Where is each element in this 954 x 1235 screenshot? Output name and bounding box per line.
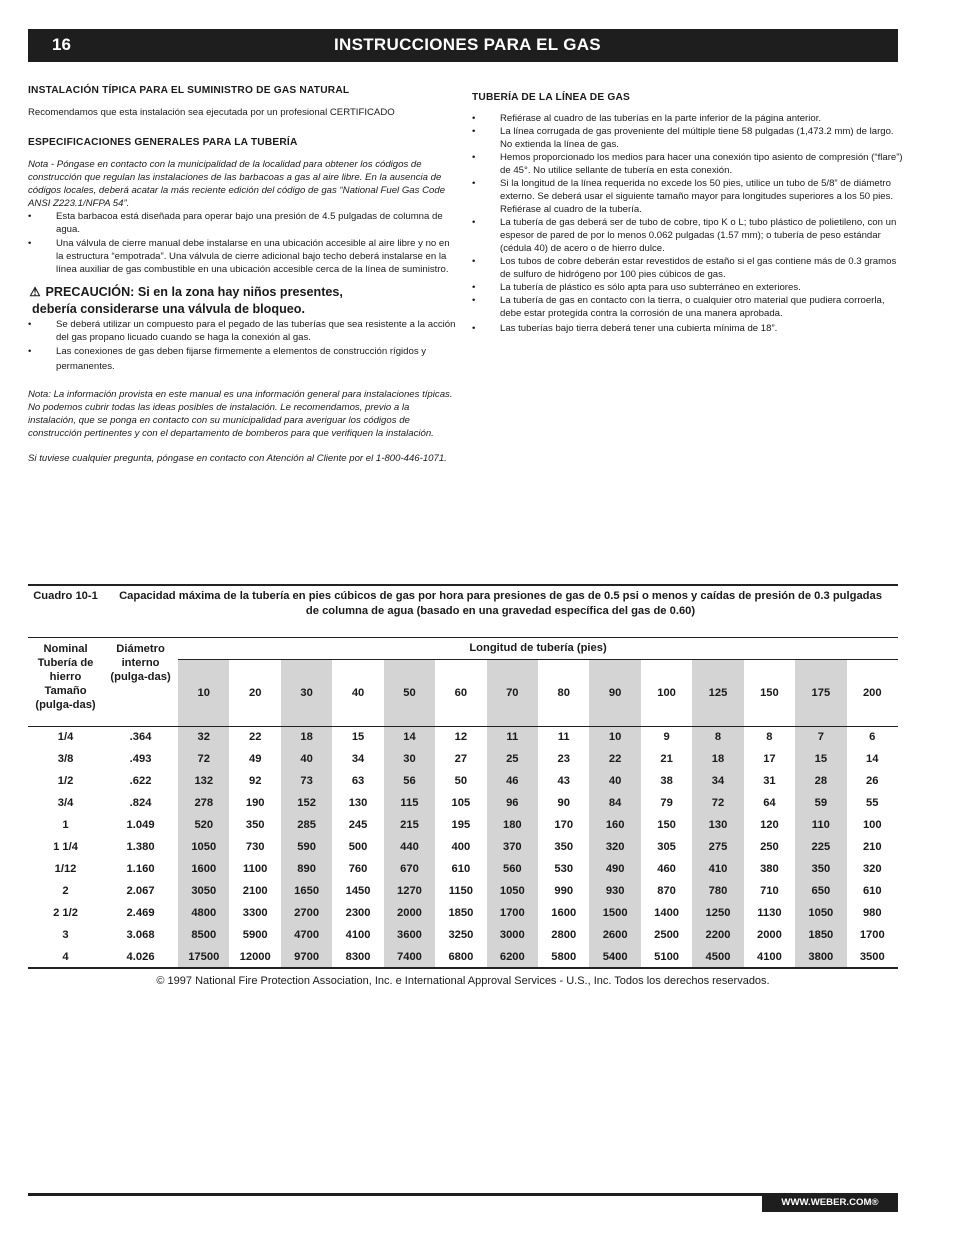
- gas-line-list: [472, 112, 904, 335]
- capacity-cell: 150: [657, 819, 676, 831]
- capacity-cell: 4700: [281, 924, 332, 946]
- list-item: • Las tuberías bajo tierra deberá tener una cubierta mínima de 18”.: [472, 322, 904, 335]
- col-header-length: Longitud de tubería (pies): [178, 637, 898, 659]
- capacity-cell: 1500: [589, 902, 640, 924]
- capacity-cell: 460: [657, 863, 676, 875]
- gas-capacity-table: [28, 584, 898, 969]
- capacity-cell: 17500: [178, 946, 229, 968]
- capacity-cell: 1250: [692, 902, 743, 924]
- capacity-cell: 5100: [654, 950, 680, 963]
- customer-service-note: Si tuviese cualquier pregunta, póngase en contacto con Atención al Cliente por el 1-800-446-1071.: [28, 453, 447, 464]
- length-header-cell: 100: [657, 686, 676, 699]
- internal-diameter-cell: .824: [129, 797, 152, 809]
- capacity-cell: 115: [384, 792, 435, 814]
- capacity-cell: 5800: [551, 950, 577, 963]
- table-row: [28, 792, 898, 814]
- capacity-cell: 3800: [795, 946, 846, 968]
- capacity-cell: 2600: [589, 924, 640, 946]
- general-info-note: Nota: La información provista en este manual es una información general para instalaciones típicas. No podemos cubrir todas las ideas posibles de instalación. Le recomendamos, previo a la instalación, que se ponga en contacto con su municipalidad para averiguar los códigos de construcción pertinentes y con el departamento de bomberos para que verifiquen la instalación.: [28, 389, 453, 439]
- nominal-size-cell: 4: [62, 950, 69, 963]
- capacity-cell: 350: [245, 819, 265, 831]
- capacity-cell: 870: [657, 885, 676, 897]
- capacity-cell: 12000: [239, 950, 271, 963]
- capacity-cell: 130: [692, 814, 743, 836]
- capacity-cell: 6800: [448, 950, 474, 963]
- capacity-cell: 760: [348, 863, 368, 875]
- capacity-cell: 23: [557, 753, 570, 765]
- length-header-cell: 30: [281, 659, 332, 726]
- capacity-cell: 1600: [551, 907, 577, 919]
- capacity-cell: 710: [760, 885, 779, 897]
- capacity-cell: 180: [487, 814, 538, 836]
- capacity-cell: 38: [660, 775, 673, 787]
- capacity-cell: 3250: [448, 929, 474, 941]
- nominal-size-cell: 3/4: [57, 797, 74, 809]
- page-title: INSTRUCCIONES PARA EL GAS: [334, 35, 601, 54]
- warning-text-1: PRECAUCIÓN: Si en la zona hay niños presentes,: [45, 285, 343, 299]
- section-title-gas-line: TUBERÍA DE LA LÍNEA DE GAS: [472, 92, 631, 103]
- capacity-cell: 11: [487, 726, 538, 748]
- table-row: [28, 924, 898, 946]
- list-item: • Se deberá utilizar un compuesto para el pegado de las tuberías que sea resistente a la acción del gas propano licuado cuando se haga la conexión al gas.: [28, 318, 458, 344]
- pipe-specs-list: [28, 210, 458, 276]
- capacity-cell: 440: [384, 836, 435, 858]
- capacity-cell: 50: [454, 775, 468, 787]
- nominal-size-cell: 1 1/4: [53, 841, 78, 853]
- capacity-cell: 2800: [551, 929, 577, 941]
- nominal-size-cell: 1: [62, 819, 69, 831]
- table-row: [28, 814, 898, 836]
- capacity-cell: 3600: [384, 924, 435, 946]
- capacity-cell: 890: [281, 858, 332, 880]
- capacity-cell: 590: [281, 836, 332, 858]
- length-header-cell: 150: [760, 686, 779, 699]
- copyright-note: © 1997 National Fire Protection Association, Inc. e International Approval Services - U.S., Inc. Todos los derechos reservados.: [156, 975, 770, 987]
- capacity-cell: 610: [451, 863, 471, 875]
- capacity-cell: 7400: [384, 946, 435, 968]
- capacity-cell: 15: [795, 748, 846, 770]
- capacity-cell: 8300: [345, 950, 371, 963]
- capacity-cell: 9700: [281, 946, 332, 968]
- capacity-cell: 9: [663, 731, 670, 744]
- capacity-cell: 1700: [859, 929, 885, 941]
- capacity-cell: 6200: [487, 946, 538, 968]
- capacity-cell: 650: [795, 880, 846, 902]
- capacity-cell: 275: [692, 836, 743, 858]
- length-header-cell: 125: [692, 659, 743, 726]
- nominal-size-cell: 3: [62, 929, 69, 941]
- capacity-cell: 46: [487, 770, 538, 792]
- capacity-cell: 520: [178, 814, 229, 836]
- length-header-cell: 200: [862, 686, 882, 699]
- capacity-cell: 3300: [242, 907, 268, 919]
- length-header-cell: 70: [487, 659, 538, 726]
- table-row: [28, 902, 898, 924]
- capacity-cell: 4500: [692, 946, 743, 968]
- capacity-cell: 4100: [756, 950, 782, 963]
- capacity-cell: 4100: [345, 929, 371, 941]
- capacity-cell: 320: [589, 836, 640, 858]
- list-item: • Los tubos de cobre deberán estar revestidos de estaño si el gas contiene más de 0.3 gramos de sulfuro de hidrógeno por 100 pies cúbicos de gas.: [472, 255, 904, 281]
- capacity-cell: 22: [589, 748, 640, 770]
- length-header-cell: 20: [248, 686, 262, 699]
- capacity-cell: 90: [557, 797, 570, 809]
- internal-diameter-cell: 1.049: [126, 819, 155, 831]
- list-item: • Refiérase al cuadro de las tuberías en la parte inferior de la página anterior.: [472, 112, 904, 125]
- capacity-cell: 1050: [795, 902, 846, 924]
- nominal-size-cell: 1/4: [57, 731, 74, 744]
- table-caption-line-1: Capacidad máxima de la tubería en pies cúbicos de gas por hora para presiones de gas de 0.5 psi o menos y caídas de presión de 0.3 pulgadas: [119, 590, 882, 602]
- capacity-cell: 3500: [859, 950, 885, 963]
- capacity-cell: 96: [487, 792, 538, 814]
- capacity-cell: 250: [760, 841, 779, 853]
- length-header-cell: 60: [454, 686, 468, 699]
- capacity-cell: 34: [692, 770, 743, 792]
- capacity-cell: 190: [245, 797, 265, 809]
- internal-diameter-cell: 1.160: [126, 863, 155, 875]
- nominal-size-cell: 1/12: [54, 863, 77, 875]
- warning-icon: ⚠: [29, 285, 41, 299]
- capacity-cell: 10: [589, 726, 640, 748]
- internal-diameter-cell: 1.380: [126, 841, 155, 853]
- capacity-cell: 350: [554, 841, 574, 853]
- capacity-cell: 215: [384, 814, 435, 836]
- website-badge: WWW.WEBER.COM®: [762, 1193, 898, 1212]
- list-item: • La tubería de gas en contacto con la tierra, o cualquier otro material que pudiera corroerla, debe estar protegida contra la corrosión de una manera aprobada.: [472, 294, 904, 320]
- capacity-cell: 132: [178, 770, 229, 792]
- capacity-cell: 8500: [178, 924, 229, 946]
- capacity-cell: 2100: [242, 885, 268, 897]
- capacity-cell: 670: [384, 858, 435, 880]
- capacity-cell: 17: [763, 753, 776, 765]
- col-header-diameter: Diámetro interno (pulga-das): [110, 642, 171, 683]
- capacity-cell: 7: [795, 726, 846, 748]
- capacity-cell: 30: [384, 748, 435, 770]
- capacity-cell: 32: [178, 726, 229, 748]
- capacity-cell: 59: [795, 792, 846, 814]
- capacity-cell: 530: [554, 863, 574, 875]
- internal-diameter-cell: .493: [129, 753, 152, 765]
- capacity-cell: 14: [384, 726, 435, 748]
- warning-list: [28, 318, 458, 374]
- capacity-cell: 195: [451, 819, 471, 831]
- capacity-cell: 320: [862, 863, 882, 875]
- capacity-cell: 1050: [487, 880, 538, 902]
- gas-capacity-table-wrap: [28, 584, 898, 969]
- nominal-size-cell: 2 1/2: [53, 907, 78, 919]
- capacity-cell: 79: [660, 797, 673, 809]
- capacity-cell: 500: [348, 841, 368, 853]
- page-number: 16: [52, 35, 71, 54]
- capacity-cell: 8: [766, 731, 773, 744]
- capacity-cell: 610: [862, 885, 882, 897]
- capacity-cell: 990: [554, 885, 574, 897]
- capacity-cell: 64: [763, 797, 776, 809]
- capacity-cell: 18: [281, 726, 332, 748]
- list-item: • Esta barbacoa está diseñada para operar bajo una presión de 4.5 pulgadas de columna de agua.: [28, 210, 458, 236]
- length-header-cell: 40: [351, 686, 365, 699]
- capacity-cell: 49: [248, 753, 262, 765]
- length-header-cell: 175: [795, 659, 846, 726]
- capacity-cell: 2000: [756, 929, 782, 941]
- capacity-cell: 1850: [795, 924, 846, 946]
- capacity-cell: 1700: [487, 902, 538, 924]
- capacity-cell: 1130: [757, 907, 782, 919]
- list-item: • Las conexiones de gas deben fijarse firmemente a elementos de construcción rígidos y permanentes.: [28, 344, 458, 374]
- capacity-cell: 930: [589, 880, 640, 902]
- list-item: • Si la longitud de la línea requerida no excede los 50 pies, utilice un tubo de 5/8” de diámetro externo. Se deberá usar el siguiente tamaño mayor para longitudes superiores a los 50 pies. Refiérase al cuadro de la tubería.: [472, 177, 904, 216]
- table-header-row: [28, 637, 898, 659]
- capacity-cell: 26: [866, 775, 879, 787]
- capacity-cell: 25: [487, 748, 538, 770]
- capacity-cell: 72: [692, 792, 743, 814]
- capacity-cell: 730: [245, 841, 265, 853]
- capacity-cell: 410: [692, 858, 743, 880]
- capacity-cell: 12: [454, 731, 468, 744]
- capacity-cell: 2700: [281, 902, 332, 924]
- capacity-cell: 130: [348, 797, 368, 809]
- capacity-cell: 2300: [345, 907, 371, 919]
- capacity-cell: 152: [281, 792, 332, 814]
- capacity-cell: 1600: [178, 858, 229, 880]
- left-column: [28, 84, 458, 465]
- table-row: [28, 880, 898, 902]
- internal-diameter-cell: 3.068: [126, 929, 155, 941]
- capacity-cell: 63: [351, 775, 365, 787]
- capacity-cell: 120: [760, 819, 779, 831]
- table-row: [28, 770, 898, 792]
- capacity-cell: 43: [557, 775, 570, 787]
- cuadro-label: Cuadro 10-1: [33, 590, 98, 602]
- capacity-cell: 40: [281, 748, 332, 770]
- capacity-cell: 18: [692, 748, 743, 770]
- capacity-cell: 210: [862, 841, 882, 853]
- capacity-cell: 1850: [448, 907, 474, 919]
- capacity-cell: 350: [795, 858, 846, 880]
- internal-diameter-cell: .622: [129, 775, 152, 787]
- capacity-cell: 110: [795, 814, 846, 836]
- capacity-cell: 285: [281, 814, 332, 836]
- internal-diameter-cell: .364: [129, 731, 152, 744]
- length-header-cell: 80: [557, 686, 570, 699]
- capacity-cell: 22: [248, 731, 262, 744]
- table-row: [28, 748, 898, 770]
- list-item: • La tubería de gas deberá ser de tubo de cobre, tipo K o L; tubo plástico de polietileno, con un espesor de pared de por lo menos 0.062 pulgadas (1.57 mm); o tubería de peso estándar (cédula 40) de acero o de hierro dulce.: [472, 216, 904, 255]
- capacity-cell: 370: [487, 836, 538, 858]
- capacity-cell: 14: [866, 753, 879, 765]
- capacity-cell: 980: [862, 907, 882, 919]
- capacity-cell: 2200: [692, 924, 743, 946]
- capacity-cell: 15: [351, 731, 365, 744]
- page-header-bar: [28, 29, 898, 62]
- capacity-cell: 11: [557, 731, 570, 744]
- capacity-cell: 1650: [281, 880, 332, 902]
- table-caption: [103, 585, 898, 637]
- capacity-cell: 160: [589, 814, 640, 836]
- capacity-cell: 73: [281, 770, 332, 792]
- capacity-cell: 8: [692, 726, 743, 748]
- capacity-cell: 560: [487, 858, 538, 880]
- length-header-cell: 90: [589, 659, 640, 726]
- capacity-cell: 490: [589, 858, 640, 880]
- capacity-cell: 100: [862, 819, 882, 831]
- capacity-cell: 225: [795, 836, 846, 858]
- capacity-cell: 105: [451, 797, 471, 809]
- warning-line-1: [28, 284, 458, 301]
- table-caption-line-2: de columna de agua (basado en una gravedad específica del gas de 0.60): [305, 605, 696, 617]
- capacity-cell: 21: [660, 753, 673, 765]
- certified-note: Recomendamos que esta instalación sea ejecutada por un profesional CERTIFICADO: [28, 107, 395, 118]
- capacity-cell: 3000: [487, 924, 538, 946]
- nominal-size-cell: 2: [62, 885, 69, 897]
- capacity-cell: 278: [178, 792, 229, 814]
- right-column: [472, 91, 904, 335]
- list-item: • Una válvula de cierre manual debe instalarse en una ubicación accesible al aire libre y no en la estructura “empotrada”. Una válvula de cierre adicional bajo techo deberá instalarse en la línea auxiliar de gas combustible en una ubicación accesible cerca de la línea de suministro.: [28, 237, 458, 276]
- warning-line-2: debería considerarse una válvula de bloqueo.: [32, 302, 305, 316]
- capacity-cell: 84: [589, 792, 640, 814]
- capacity-cell: 1450: [345, 885, 371, 897]
- capacity-cell: 34: [351, 753, 365, 765]
- capacity-cell: 40: [589, 770, 640, 792]
- capacity-cell: 31: [763, 775, 776, 787]
- capacity-cell: 170: [554, 819, 574, 831]
- length-header-cell: 50: [384, 659, 435, 726]
- internal-diameter-cell: 2.067: [126, 885, 155, 897]
- section-title-pipe-specs: ESPECIFICACIONES GENERALES PARA LA TUBERÍA: [28, 137, 298, 148]
- capacity-cell: 27: [454, 753, 468, 765]
- capacity-cell: 4800: [178, 902, 229, 924]
- table-row: [28, 726, 898, 748]
- capacity-cell: 1100: [243, 863, 268, 875]
- length-header-cell: 10: [178, 659, 229, 726]
- capacity-cell: 56: [384, 770, 435, 792]
- col-header-nominal: Nominal Tubería de hierro Tamaño (pulga-das): [35, 642, 96, 711]
- capacity-cell: 72: [178, 748, 229, 770]
- capacity-cell: 305: [657, 841, 676, 853]
- codes-note: Nota - Póngase en contacto con la municipalidad de la localidad para obtener los códigos de construcción que regulan las instalaciones de las barbacoas a gas al aire libre. En la ausencia de códigos locales, deberá acatar la más reciente edición del código de gas “National Fuel Gas Code ANSI Z223.1/NFPA 54”.: [28, 159, 446, 209]
- list-item: • Hemos proporcionado los medios para hacer una conexión tipo asiento de compresión (“flare”) de 45°. No utilice sellante de tubería en esta conexión.: [472, 151, 904, 177]
- capacity-cell: 55: [866, 797, 879, 809]
- capacity-cell: 2500: [654, 929, 680, 941]
- internal-diameter-cell: 4.026: [126, 950, 155, 963]
- table-body: [28, 726, 898, 968]
- nominal-size-cell: 1/2: [57, 775, 74, 787]
- capacity-cell: 92: [248, 775, 262, 787]
- capacity-cell: 3050: [178, 880, 229, 902]
- capacity-cell: 5400: [589, 946, 640, 968]
- capacity-cell: 1050: [178, 836, 229, 858]
- list-item: • La tubería de plástico es sólo apta para uso subterráneo en exteriores.: [472, 281, 904, 294]
- capacity-cell: 380: [760, 863, 779, 875]
- capacity-cell: 5900: [242, 929, 268, 941]
- capacity-cell: 2000: [384, 902, 435, 924]
- capacity-cell: 400: [451, 841, 471, 853]
- table-row: [28, 946, 898, 968]
- capacity-cell: 1270: [384, 880, 435, 902]
- table-row: [28, 836, 898, 858]
- internal-diameter-cell: 2.469: [126, 907, 155, 919]
- capacity-cell: 6: [869, 731, 876, 744]
- capacity-cell: 28: [795, 770, 846, 792]
- capacity-cell: 245: [348, 819, 368, 831]
- capacity-cell: 1400: [654, 907, 680, 919]
- capacity-cell: 780: [692, 880, 743, 902]
- table-caption-row: [28, 585, 898, 637]
- list-item: • La línea corrugada de gas proveniente del múltiple tiene 58 pulgadas (1,473.2 mm) de largo. No extienda la línea de gas.: [472, 125, 904, 151]
- capacity-cell: 1150: [448, 885, 474, 897]
- section-title-natural-gas: INSTALACIÓN TÍPICA PARA EL SUMINISTRO DE GAS NATURAL: [28, 85, 350, 96]
- table-row: [28, 858, 898, 880]
- nominal-size-cell: 3/8: [57, 753, 74, 765]
